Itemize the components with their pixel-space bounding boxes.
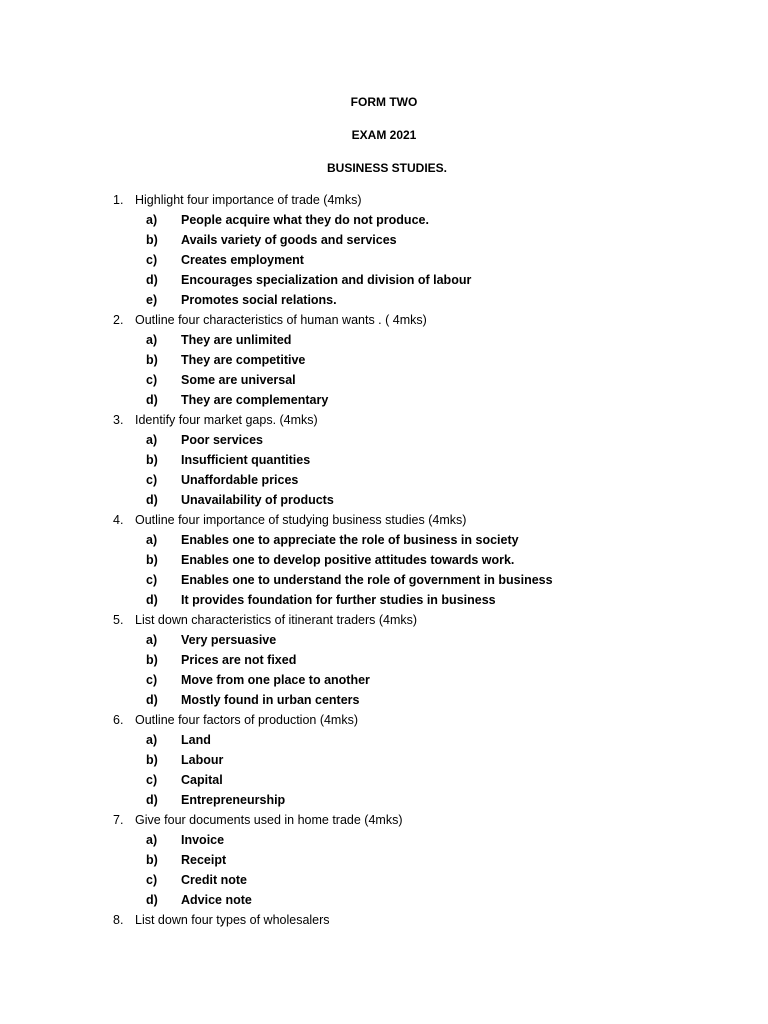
answer-item [0,232,768,252]
question-number: 5. [113,613,124,627]
answer-text: Prices are not fixed [181,653,297,667]
answer-letter: a) [146,213,158,227]
answer-text: They are unlimited [181,333,292,347]
answer-item [0,532,768,552]
answer-text: Mostly found in urban centers [181,693,360,707]
answer-text: Land [181,733,211,747]
answer-item [0,332,768,352]
answer-item [0,792,768,812]
answer-letter: c) [146,673,158,687]
answer-item [0,852,768,872]
answer-text: It provides foundation for further studies in business [181,593,496,607]
question-number: 7. [113,813,124,827]
answer-letter: b) [146,233,158,247]
answer-letter: c) [146,253,158,267]
question-text: List down characteristics of itinerant traders (4mks) [135,613,418,627]
answer-letter: a) [146,433,158,447]
question-text: List down four types of wholesalers [135,913,330,927]
question-number: 8. [113,913,124,927]
answer-text: Invoice [181,833,225,847]
answer-letter: c) [146,573,158,587]
answer-letter: a) [146,733,158,747]
answer-letter: c) [146,873,158,887]
answer-item [0,552,768,572]
answer-item [0,352,768,372]
answer-text: Enables one to understand the role of government in business [181,573,553,587]
question-1 [0,192,768,212]
answer-item [0,872,768,892]
question-6 [0,712,768,732]
answer-text: People acquire what they do not produce. [181,213,429,227]
question-number: 4. [113,513,124,527]
answer-letter: b) [146,853,158,867]
answer-text: Encourages specialization and division of labour [181,273,472,287]
answer-item [0,212,768,232]
answer-text: Receipt [181,853,227,867]
answer-text: Creates employment [181,253,304,267]
answer-item [0,472,768,492]
question-text: Outline four importance of studying business studies (4mks) [135,513,467,527]
answer-text: Poor services [181,433,263,447]
answer-letter: e) [146,293,158,307]
answer-item [0,452,768,472]
question-number: 1. [113,193,124,207]
question-text: Highlight four importance of trade (4mks) [135,193,362,207]
answer-text: Promotes social relations. [181,293,337,307]
subject-title: BUSINESS STUDIES. [326,161,448,175]
answer-item [0,892,768,912]
answer-letter: b) [146,353,158,367]
answer-item [0,572,768,592]
answer-text: Unaffordable prices [181,473,299,487]
answer-text: Entrepreneurship [181,793,286,807]
answer-item [0,752,768,772]
answer-letter: d) [146,893,158,907]
answer-text: Credit note [181,873,247,887]
answer-letter: c) [146,373,158,387]
answer-letter: b) [146,653,158,667]
answer-text: Enables one to appreciate the role of business in society [181,533,519,547]
question-list [0,192,768,932]
answer-letter: a) [146,633,158,647]
answer-text: Unavailability of products [181,493,334,507]
question-number: 3. [113,413,124,427]
answer-text: They are competitive [181,353,306,367]
question-text: Identify four market gaps. (4mks) [135,413,318,427]
answer-letter: d) [146,693,158,707]
answer-item [0,772,768,792]
answer-item [0,672,768,692]
answer-letter: a) [146,833,158,847]
answer-text: Advice note [181,893,252,907]
answer-item [0,692,768,712]
answer-item [0,392,768,412]
answer-item [0,292,768,312]
question-8 [0,912,768,932]
answer-text: Capital [181,773,223,787]
answer-item [0,272,768,292]
answer-letter: c) [146,773,158,787]
answer-text: They are complementary [181,393,329,407]
answer-item [0,592,768,612]
question-2 [0,312,768,332]
answer-text: Some are universal [181,373,296,387]
answer-letter: b) [146,453,158,467]
form-title: FORM TWO [350,95,418,109]
answer-text: Move from one place to another [181,673,370,687]
answer-letter: d) [146,393,158,407]
answer-item [0,372,768,392]
answer-letter: c) [146,473,158,487]
question-text: Outline four characteristics of human wants . ( 4mks) [135,313,427,327]
answer-item [0,632,768,652]
answer-text: Avails variety of goods and services [181,233,397,247]
answer-letter: a) [146,533,158,547]
answer-item [0,492,768,512]
answer-item [0,252,768,272]
question-text: Give four documents used in home trade (4mks) [135,813,403,827]
answer-letter: b) [146,753,158,767]
question-number: 6. [113,713,124,727]
answer-letter: d) [146,593,158,607]
answer-text: Labour [181,753,224,767]
answer-item [0,432,768,452]
question-number: 2. [113,313,124,327]
question-text: Outline four factors of production (4mks) [135,713,359,727]
answer-text: Enables one to develop positive attitudes towards work. [181,553,515,567]
exam-year: EXAM 2021 [351,128,417,142]
answer-text: Insufficient quantities [181,453,311,467]
answer-letter: d) [146,273,158,287]
question-3 [0,412,768,432]
answer-text: Very persuasive [181,633,277,647]
answer-item [0,732,768,752]
answer-item [0,652,768,672]
answer-letter: d) [146,793,158,807]
answer-letter: a) [146,333,158,347]
answer-item [0,832,768,852]
question-5 [0,612,768,632]
question-7 [0,812,768,832]
answer-letter: b) [146,553,158,567]
question-4 [0,512,768,532]
answer-letter: d) [146,493,158,507]
